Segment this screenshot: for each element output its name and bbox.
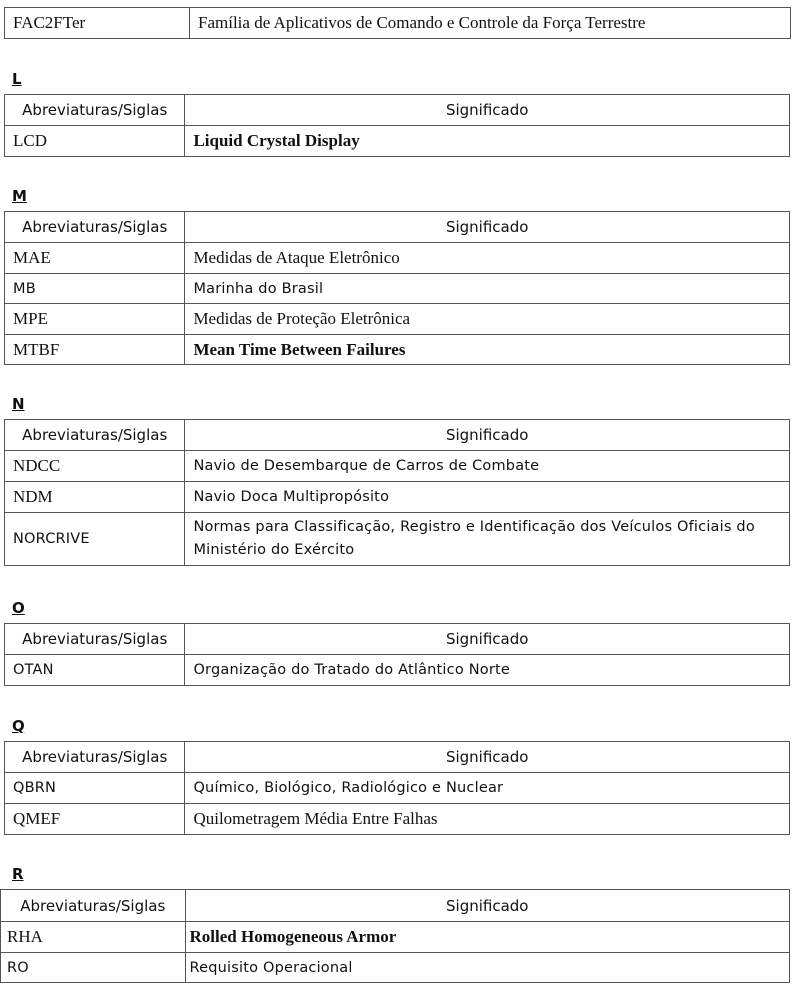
header-abbr: Abreviaturas/Siglas [5, 212, 185, 243]
header-meaning: Significado [185, 95, 790, 126]
table-n [4, 419, 790, 566]
section-letter-o: O [12, 599, 25, 617]
meaning-cell: Químico, Biológico, Radiológico e Nuclear [185, 773, 790, 804]
table-header [5, 624, 790, 655]
section-letter-n: N [12, 395, 25, 413]
meaning-cell: Quilometragem Média Entre Falhas [185, 804, 790, 835]
meaning-cell: Requisito Operacional [185, 953, 790, 983]
top-table [4, 7, 791, 39]
meaning-cell: Família de Aplicativos de Comando e Controle da Força Terrestre [190, 8, 791, 39]
meaning-cell: Medidas de Proteção Eletrônica [185, 304, 790, 335]
abbr-cell: FAC2FTer [5, 8, 190, 39]
table-row [1, 922, 790, 953]
table-header [5, 742, 790, 773]
table-header [5, 212, 790, 243]
table-m [4, 211, 790, 365]
section-letter-q: Q [12, 717, 25, 735]
meaning-cell: Organização do Tratado do Atlântico Norte [185, 655, 790, 686]
header-abbr: Abreviaturas/Siglas [1, 890, 186, 922]
table-r [0, 889, 790, 983]
table-row [5, 126, 790, 157]
meaning-cell: Normas para Classificação, Registro e Identificação dos Veículos Oficiais do Ministério do Exército [185, 513, 790, 566]
table-row [5, 655, 790, 686]
table-header [5, 95, 790, 126]
header-abbr: Abreviaturas/Siglas [5, 420, 185, 451]
table-row [5, 804, 790, 835]
header-abbr: Abreviaturas/Siglas [5, 95, 185, 126]
section-letter-r: R [12, 865, 24, 883]
meaning-cell: Mean Time Between Failures [185, 335, 790, 365]
abbr-cell: MB [5, 274, 185, 304]
table-row [5, 304, 790, 335]
meaning-cell: Rolled Homogeneous Armor [185, 922, 790, 953]
table-row [5, 451, 790, 482]
abbr-cell: NDCC [5, 451, 185, 482]
header-abbr: Abreviaturas/Siglas [5, 742, 185, 773]
table-row [5, 335, 790, 365]
table-header [5, 420, 790, 451]
meaning-cell: Navio de Desembarque de Carros de Combate [185, 451, 790, 482]
meaning-cell: Navio Doca Multipropósito [185, 482, 790, 513]
table-row [5, 8, 791, 39]
abbr-cell: RO [1, 953, 186, 983]
abbr-cell: LCD [5, 126, 185, 157]
table-l [4, 94, 790, 157]
section-letter-m: M [12, 187, 27, 205]
table-row [5, 513, 790, 566]
table-row [1, 953, 790, 983]
abbr-cell: NDM [5, 482, 185, 513]
table-row [5, 243, 790, 274]
header-meaning: Significado [185, 742, 790, 773]
table-row [5, 274, 790, 304]
meaning-cell: Liquid Crystal Display [185, 126, 790, 157]
abbr-cell: MPE [5, 304, 185, 335]
header-meaning: Significado [185, 624, 790, 655]
abbr-cell: NORCRIVE [5, 513, 185, 566]
header-abbr: Abreviaturas/Siglas [5, 624, 185, 655]
header-meaning: Significado [185, 420, 790, 451]
abbr-cell: QMEF [5, 804, 185, 835]
table-o [4, 623, 790, 686]
abbr-cell: MTBF [5, 335, 185, 365]
header-meaning: Significado [185, 890, 790, 922]
abbr-cell: MAE [5, 243, 185, 274]
meaning-cell: Medidas de Ataque Eletrônico [185, 243, 790, 274]
abbr-cell: QBRN [5, 773, 185, 804]
section-letter-l: L [12, 70, 22, 88]
table-header [1, 890, 790, 922]
header-meaning: Significado [185, 212, 790, 243]
meaning-cell: Marinha do Brasil [185, 274, 790, 304]
abbr-cell: RHA [1, 922, 186, 953]
table-q [4, 741, 790, 835]
table-row [5, 773, 790, 804]
abbr-cell: OTAN [5, 655, 185, 686]
table-row [5, 482, 790, 513]
